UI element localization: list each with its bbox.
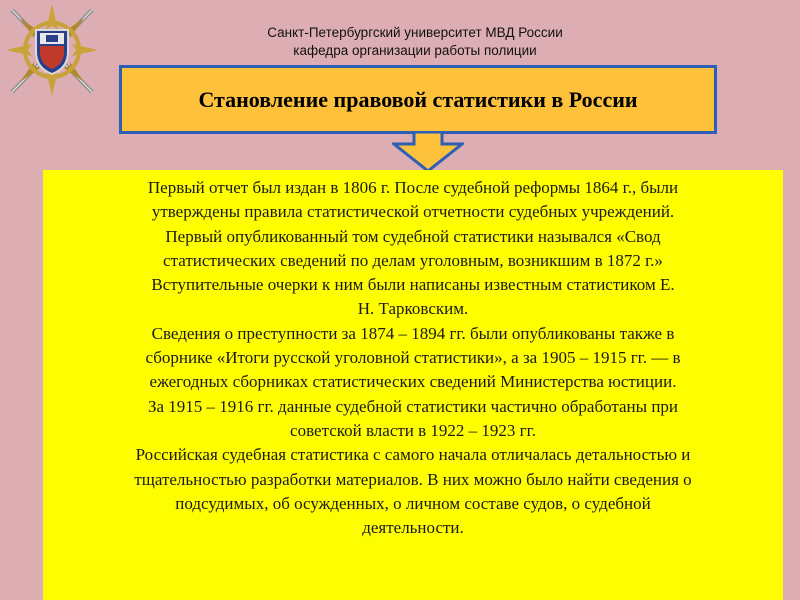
- content-line: Вступительные очерки к ним были написаны известным статистиком Е.: [151, 275, 675, 295]
- content-line: советской власти в 1922 – 1923 гг.: [290, 420, 536, 440]
- down-arrow-icon: [392, 131, 464, 173]
- content-line: деятельности.: [362, 518, 464, 538]
- university-emblem-icon: [2, 0, 102, 100]
- content-line: Сведения о преступности за 1874 – 1894 гг. были опубликованы также в: [151, 323, 675, 343]
- slide-title-box: [119, 65, 717, 134]
- content-line: утверждены правила статистической отчетности судебных учреждений.: [151, 202, 675, 222]
- content-line: Н. Тарковским.: [357, 299, 469, 319]
- content-line: За 1915 – 1916 гг. данные судебной статистики частично обработаны при: [147, 396, 679, 416]
- content-line: статистических сведений по делам уголовным, возникшим в 1872 г.»: [163, 250, 663, 270]
- university-header: [180, 24, 650, 60]
- content-line: ежегодных сборниках статистических сведений Министерства юстиции.: [149, 372, 677, 392]
- department-name: кафедра организации работы полиции: [293, 43, 537, 58]
- content-line: тщательностью разработки материалов. В них можно было найти сведения о: [134, 469, 692, 489]
- content-line: Российская судебная статистика с самого начала отличалась детальностью и: [135, 445, 691, 465]
- content-line: сборнике «Итоги русской уголовной статистики», а за 1905 – 1915 гг. — в: [145, 348, 681, 368]
- content-line: Первый отчет был издан в 1806 г. После судебной реформы 1864 г., были: [147, 178, 679, 197]
- content-line: Первый опубликованный том судебной статистики назывался «Свод: [165, 226, 661, 246]
- content-box: [43, 170, 783, 600]
- slide-title: Становление правовой статистики в России: [198, 86, 638, 112]
- content-line: подсудимых, об осужденных, о личном составе судов, о судебной: [175, 493, 651, 513]
- university-name: Санкт-Петербургский университет МВД России: [267, 25, 563, 40]
